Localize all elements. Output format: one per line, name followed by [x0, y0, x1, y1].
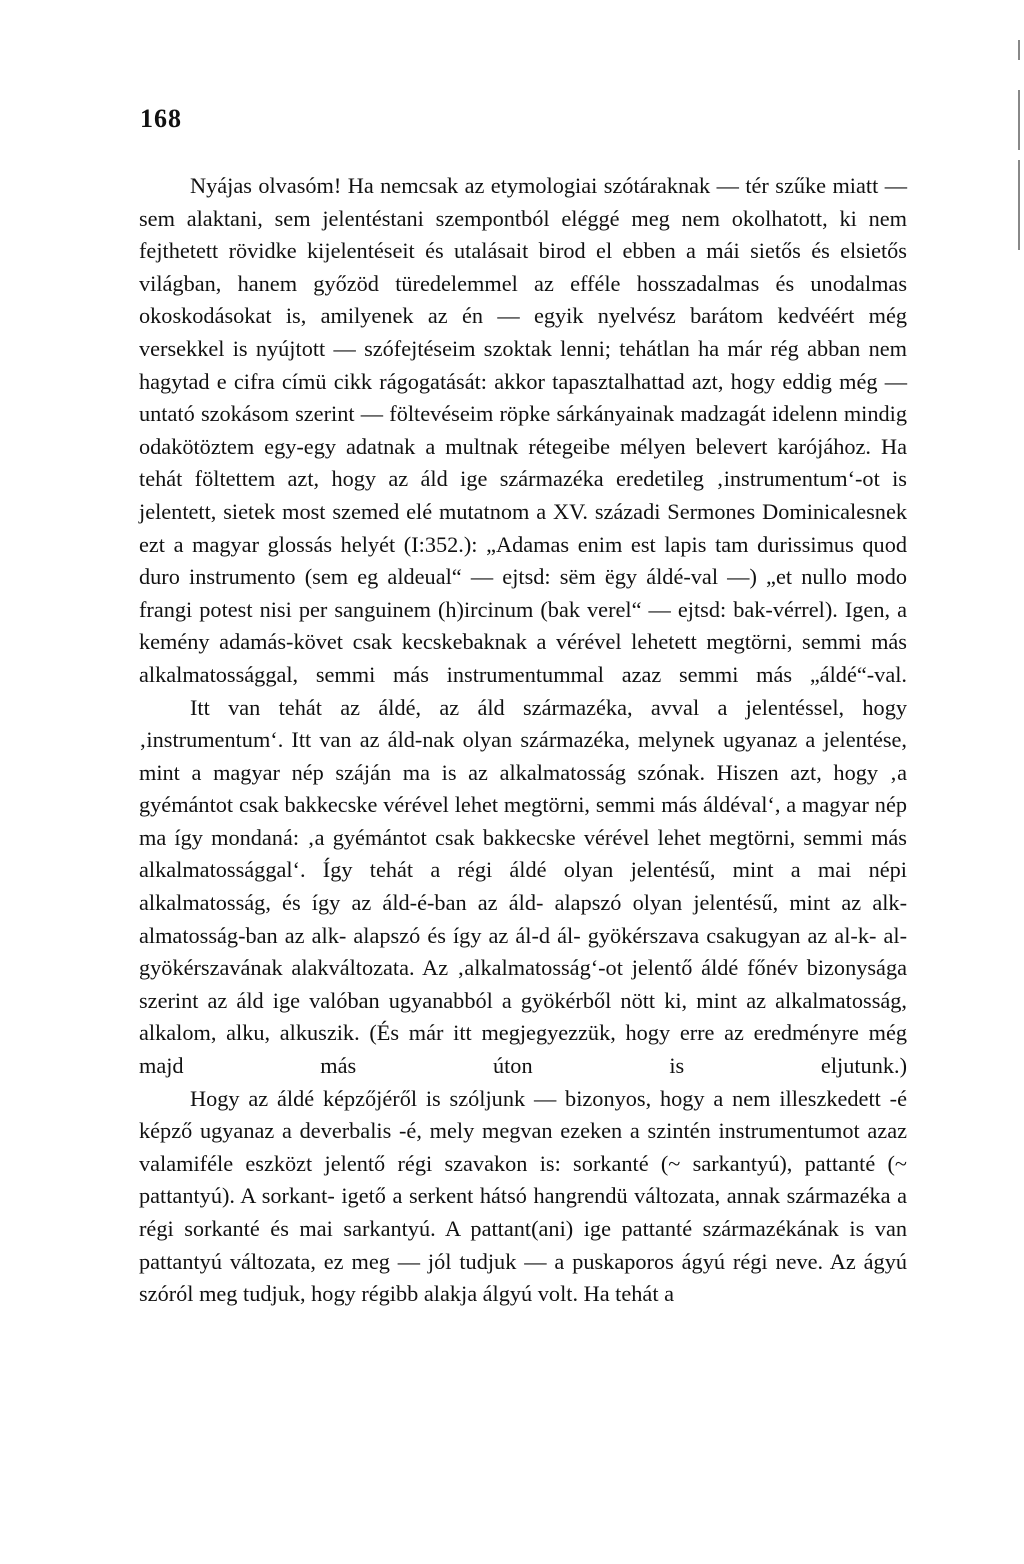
paragraph-1: Nyájas olvasóm! Ha nemcsak az etymologiai szótáraknak — tér szűke miatt — sem alaktani, sem jelentéstani szempontból eléggé meg nem okolhatott, ki nem fejthetett rövidke kijelentéseit és utalásait birod el ebben a mái sietős és elsietős világban, hanem győzöd türedelemmel az efféle hosszadalmas és unodalmas okoskodásokat is, amilyenek az én — egyik nyelvész barátom kedvéért még versekkel is nyújtott — szófejtéseim szoktak lenni; tehátlan ha már rég abban nem hagytad e cifra címü cikk rágogatását: akkor tapasztalhattad azt, hogy eddig még — untató szokásom szerint — föltevéseim röpke sárkányainak madzagát idelenn mindig odakötöztem egy-egy adatnak a multnak rétegeibe mélyen belevert karójához. Ha tehát föltettem azt, hogy az áld ige származéka eredetileg ‚instrumentum‘-ot is jelentett, sietek most szemed elé mutatnom a XV. századi Sermones Dominicalesnek ezt a magyar glossás helyét (I:352.): „Adamas enim est lapis tam durissimus quod duro instrumento (sem eg aldeual“ — ejtsd: sëm ëgy áldé-val —) „et nullo modo frangi potest nisi per sanguinem (h)ircinum (bak verel“ — ejtsd: bak-vérrel). Igen, a kemény adamás-követ csak kecskebaknak a vérével lehetett megtörni, semmi más alkalmatossággal, semmi más instrumentummal azaz semmi más „áldé“-val.: [139, 173, 907, 687]
scan-edge-mark: [1018, 160, 1020, 250]
scan-edge-mark: [1018, 40, 1020, 60]
paragraph-3: Hogy az áldé képzőjéről is szóljunk — bizonyos, hogy a nem illeszkedett -é képző ugyanaz a deverbalis -é, mely megvan ezeken a szintén instrumentumot azaz valamiféle eszközt jelentő régi szavakon is: sorkanté (~ sarkantyú), pattanté (~ pattantyú). A sorkant- igető a serkent hátsó hangrendü változata, annak származéka a régi sorkanté és mai sarkantyú. A pattant(ani) ige pattanté származékának is van pattantyú változata, ez meg — jól tudjuk — a puskaporos ágyú régi neve. Az ágyú szóról meg tudjuk, hogy régibb alakja álgyú volt. Ha tehát a: [139, 1085, 907, 1307]
paragraph-2: Itt van tehát az áldé, az áld származéka, avval a jelentéssel, hogy ‚instrumentum‘. Itt van az áld-nak olyan származéka, melynek ugyanaz a jelentése, mint a magyar nép száján ma is az alkalmatosság szónak. Hiszen azt, hogy ‚a gyémántot csak bakkecske vérével lehet megtörni, semmi más áldéval‘, a magyar nép ma így mondaná: ‚a gyémántot csak bakkecske vérével lehet megtörni, semmi más alkalmatossággal‘. Így tehát a régi áldé olyan jelentésű, mint a mai népi alkalmatosság, és így az áld-é-ban az áld- alapszó olyan jelentésű, mint az alk-almatosság-ban az alk- alapszó és így az ál-d ál- gyökérszava csakugyan az al-k- al- gyökérszavának alakváltozata. Az ‚alkalmatosság‘-ot jelentő áldé főnév bizonysága szerint az áld ige valóban ugyanabból a gyökérből nött ki, mint az alkalmatosság, alkalom, alku, alkuszik. (És már itt megjegyezzük, hogy erre az eredményre még majd más úton is eljutunk.): [139, 694, 907, 1079]
scan-edge-mark: [1018, 90, 1020, 150]
page-number: 168: [140, 104, 182, 133]
body-text: [139, 170, 907, 1311]
